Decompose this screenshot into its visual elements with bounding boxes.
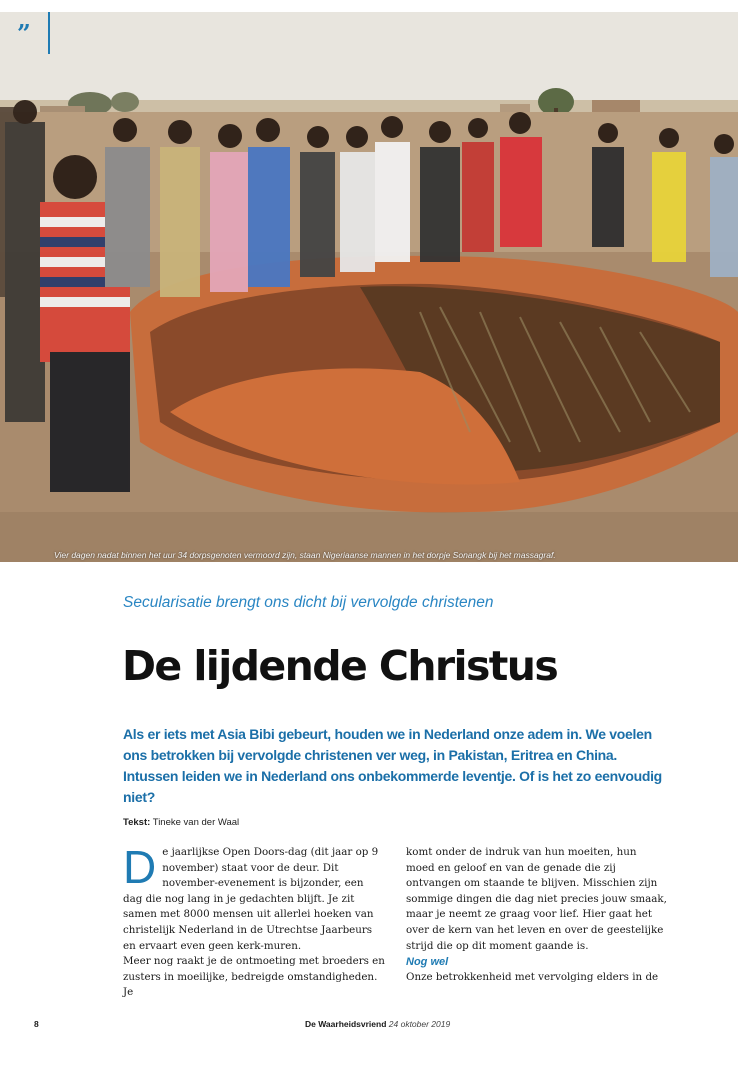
drop-cap: D [123,841,157,893]
magazine-name: De Waarheidsvriend [305,1019,387,1029]
paragraph: komt onder de indruk van hun moeiten, hun moed en geloof en van de genade die zij ontvangen om staande te blijven. Misschien zijn sommige dingen die dag niet precies jouw smaak, maar je neemt ze graag voor lief. Hier gaat het over de kern van het leven en over de geestelijke strijd die op dit moment gaande is. [406,846,667,952]
quote-icon: ” [17,19,31,48]
byline-label: Tekst: [123,817,151,828]
byline-author: Tineke van der Waal [152,817,240,828]
mass-grave-scene [0,12,738,562]
article-intro: Als er iets met Asia Bibi gebeurt, houden we in Nederland onze adem in. We voelen ons betrokken bij vervolgde christenen ver weg, in Pakistan, Eritrea en China. Intussen leiden we in Nederland ons onbekommerde leventje. Of is het zo eenvoudig niet? [123,726,662,805]
footer-magazine [305,1019,450,1029]
paragraph [123,841,385,954]
article-photo [0,12,738,562]
accent-bar [48,12,50,54]
photo-caption: Vier dagen nadat binnen het uur 34 dorpsgenoten vermoord zijn, staan Nigeriaanse mannen in het dorpje Sonangk bij het massagraf. [54,550,556,560]
paragraph-text: e jaarlijkse Open Doors-dag (dit jaar op 9 november) staat voor de deur. Dit november-evenement is bijzonder, een dag die nog lang in je gedachten blijft. Je zit samen met 8000 mensen uit allerlei hoeken van christelijk Nederland in de Utrechtse Jaarbeurs en ervaart even geen kerk-muren. [123,846,379,952]
article-kicker: Secularisatie brengt ons dicht bij vervolgde christenen [123,594,494,611]
issue-date: 24 oktober 2019 [388,1019,451,1029]
paragraph: Meer nog raakt je de ontmoeting met broeders en zusters in moeilijke, bedreigde omstandigheden. Je [123,955,385,999]
section-subhead: Nog wel [406,956,449,969]
paragraph: Onze betrokkenheid met vervolging elders in de [406,971,659,984]
column-left [123,841,385,1001]
page-number: 8 [34,1019,39,1029]
article-headline: De lijdende Christus [122,642,558,690]
column-right [406,845,668,986]
byline [123,817,239,828]
